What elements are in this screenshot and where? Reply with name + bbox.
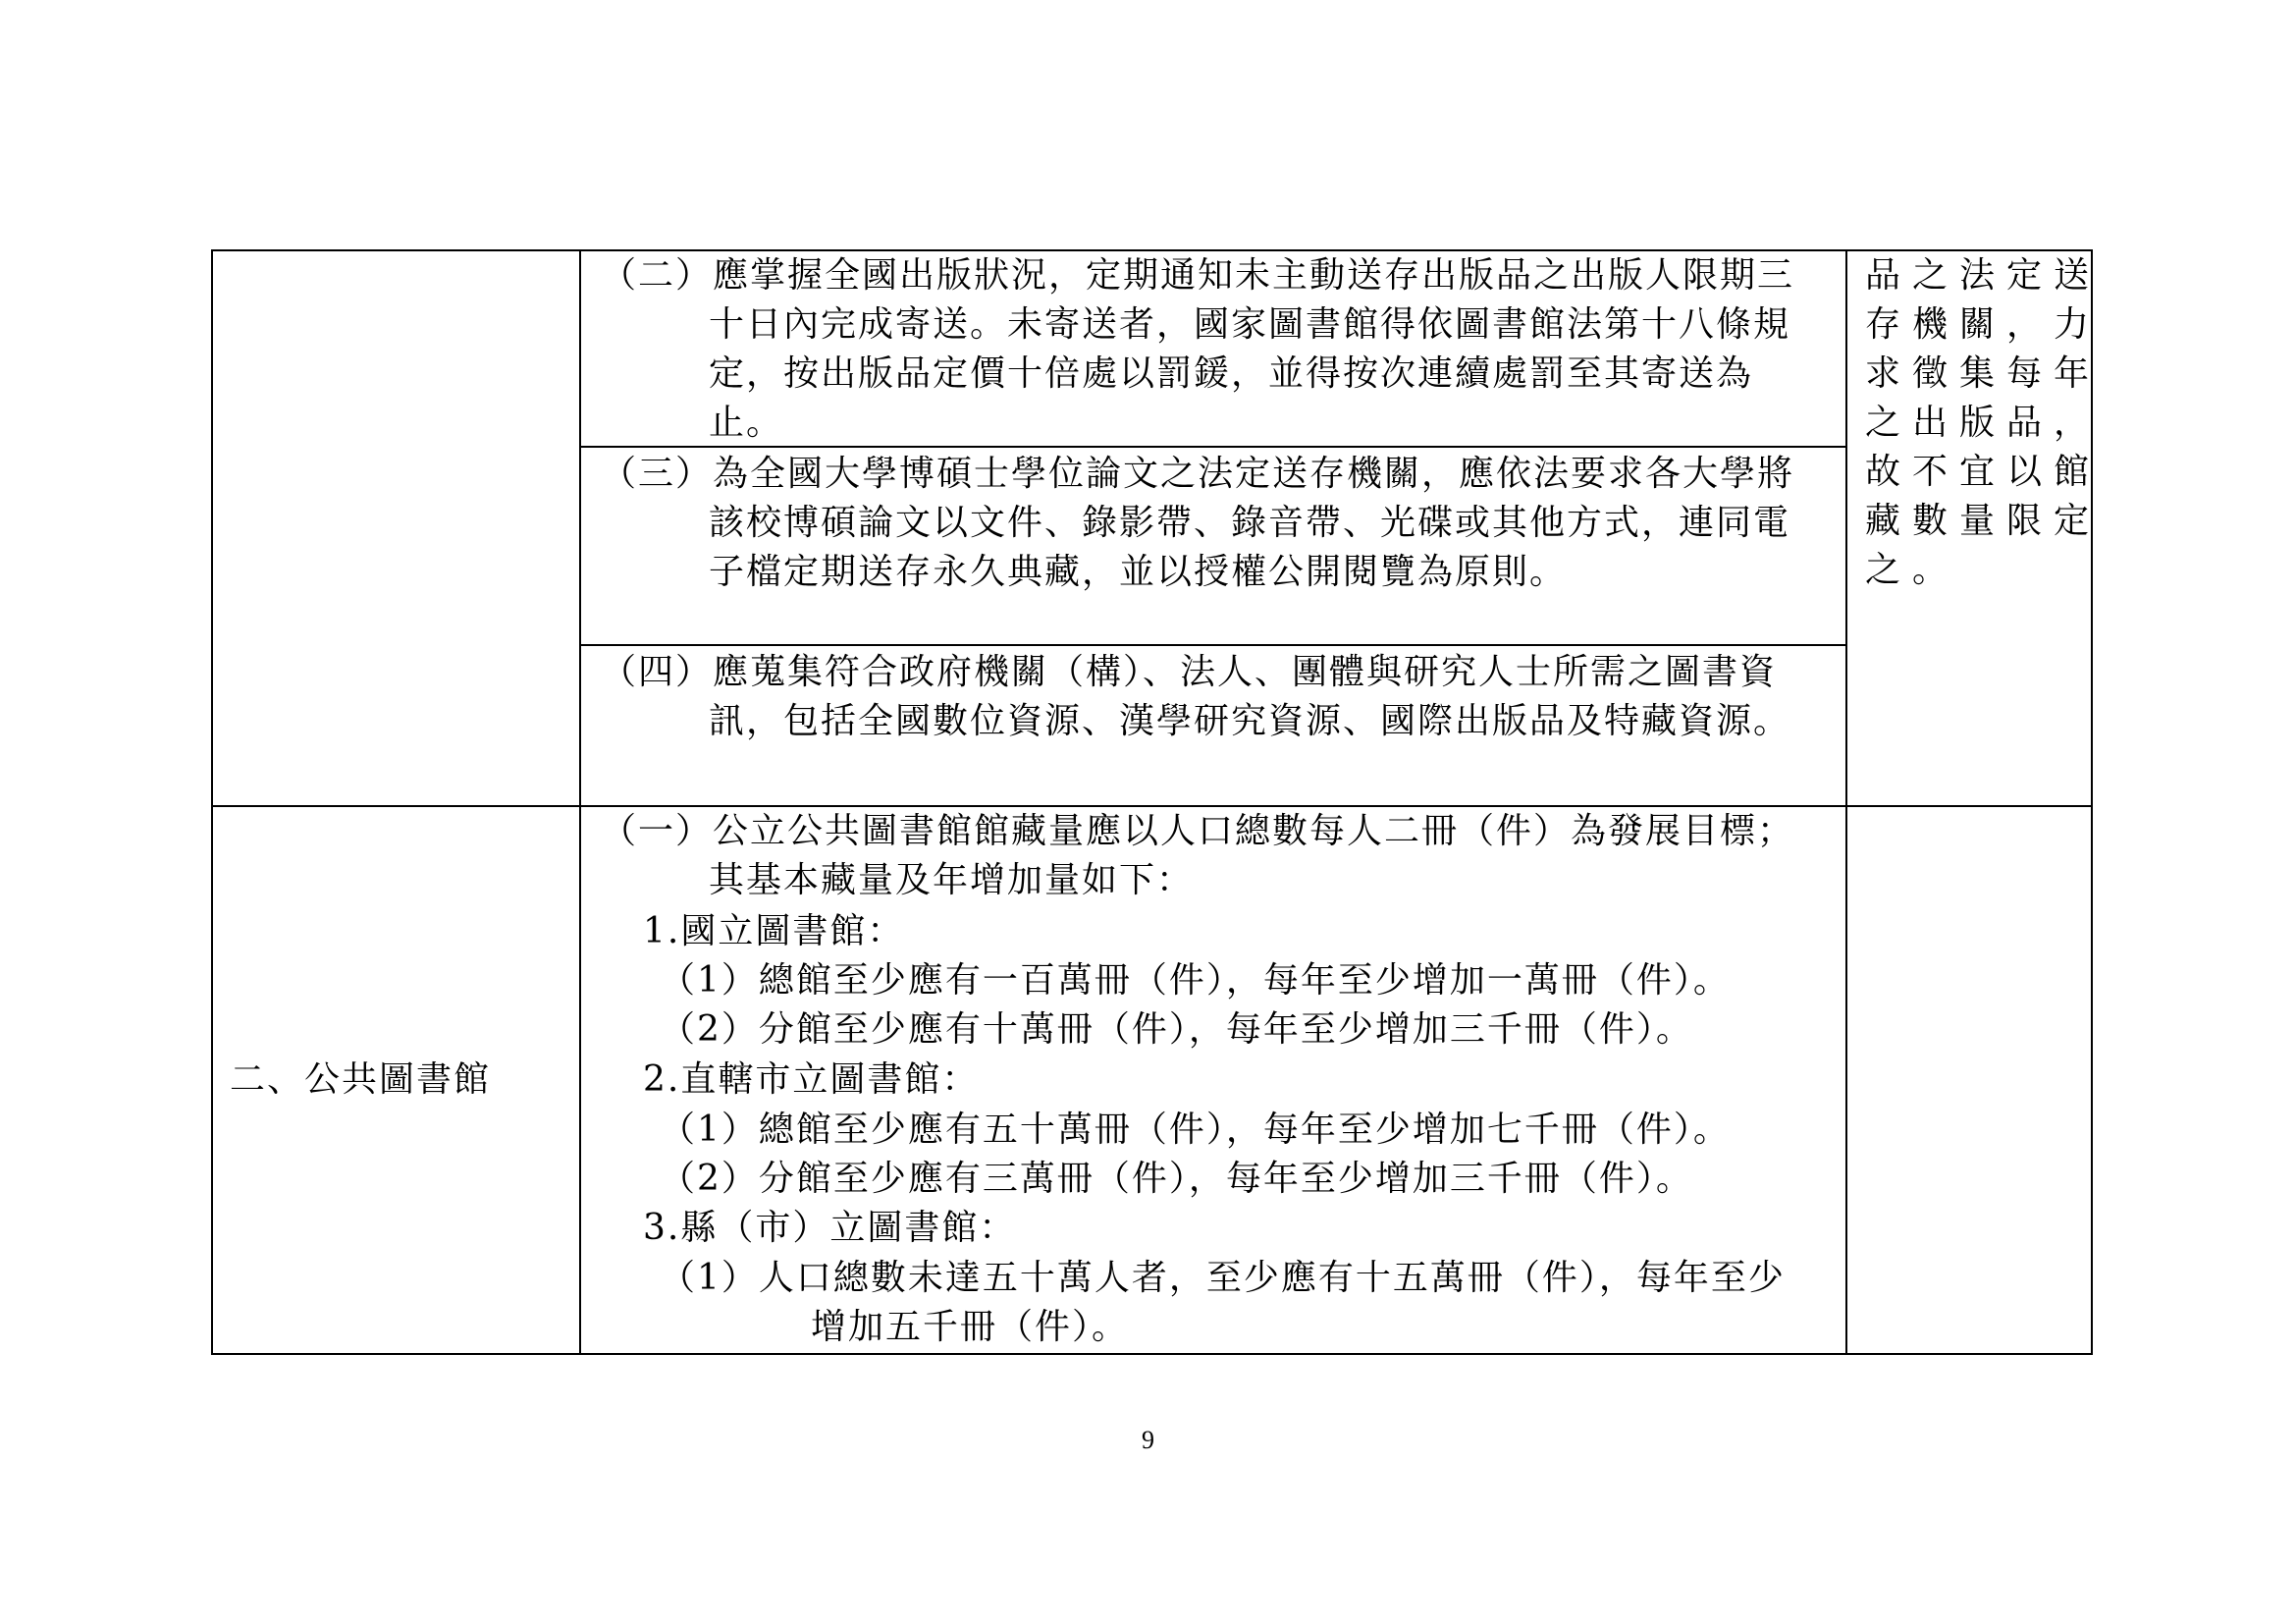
remark-line-1: 品之法定送	[1865, 255, 2102, 296]
s2-line-8: （2）分館至少應有三萬冊（件），每年至少增加三千冊（件）。	[660, 1159, 1693, 1199]
item3-line-1: （三）為全國大學博碩士學位論文之法定送存機關，應依法要求各大學將	[601, 454, 1795, 494]
remark-line-7: 之。	[1865, 550, 1960, 590]
s2-line-11: 增加五千冊（件）。	[811, 1307, 1130, 1347]
remark-line-6: 藏數量限定	[1865, 501, 2102, 541]
item4-line-1: （四）應蒐集符合政府機關（構）、法人、團體與研究人士所需之圖書資	[601, 652, 1778, 692]
column-divider-2	[1845, 249, 1847, 1355]
column-divider-1	[579, 249, 581, 1355]
category-public-library: 二、公共圖書館	[230, 1059, 492, 1100]
s2-line-5: （2）分館至少應有十萬冊（件），每年至少增加三千冊（件）。	[660, 1009, 1693, 1050]
item3-line-3: 子檔定期送存永久典藏，並以授權公開閱覽為原則。	[709, 552, 1568, 592]
s2-line-4: （1）總館至少應有一百萬冊（件），每年至少增加一萬冊（件）。	[660, 960, 1731, 1001]
item2-line-4: 止。	[709, 403, 784, 443]
remark-line-4: 之出版品，	[1865, 403, 2102, 443]
item3-line-2: 該校博碩論文以文件、錄影帶、錄音帶、光碟或其他方式，連同電	[709, 503, 1791, 543]
item2-line-3: 定，按出版品定價十倍處以罰鍰，並得按次連續處罰至其寄送為	[709, 353, 1754, 394]
remark-line-3: 求徵集每年	[1865, 353, 2102, 394]
remark-line-5: 故不宜以館	[1865, 452, 2102, 492]
s2-line-6: 2.直轄市立圖書館：	[643, 1059, 980, 1100]
s2-line-1: （一）公立公共圖書館館藏量應以人口總數每人二冊（件）為發展目標；	[601, 811, 1795, 851]
page-number: 9	[1142, 1426, 1154, 1454]
s2-line-7: （1）總館至少應有五十萬冊（件），每年至少增加七千冊（件）。	[660, 1110, 1731, 1150]
s2-line-9: 3.縣（市）立圖書館：	[643, 1208, 1017, 1248]
s2-line-10: （1）人口總數未達五十萬人者，至少應有十五萬冊（件），每年至少	[660, 1258, 1786, 1298]
item4-line-2: 訊，包括全國數位資源、漢學研究資源、國際出版品及特藏資源。	[709, 701, 1791, 741]
item2-line-1: （二）應掌握全國出版狀況，定期通知未主動送存出版品之出版人限期三	[601, 255, 1795, 296]
row-divider-item3-item4	[579, 644, 1847, 646]
item2-line-2: 十日內完成寄送。未寄送者，國家圖書館得依圖書館法第十八條規	[709, 304, 1791, 345]
remark-line-2: 存機關，力	[1865, 304, 2102, 345]
s2-line-3: 1.國立圖書館：	[643, 911, 905, 951]
s2-line-2: 其基本藏量及年增加量如下：	[709, 860, 1195, 900]
